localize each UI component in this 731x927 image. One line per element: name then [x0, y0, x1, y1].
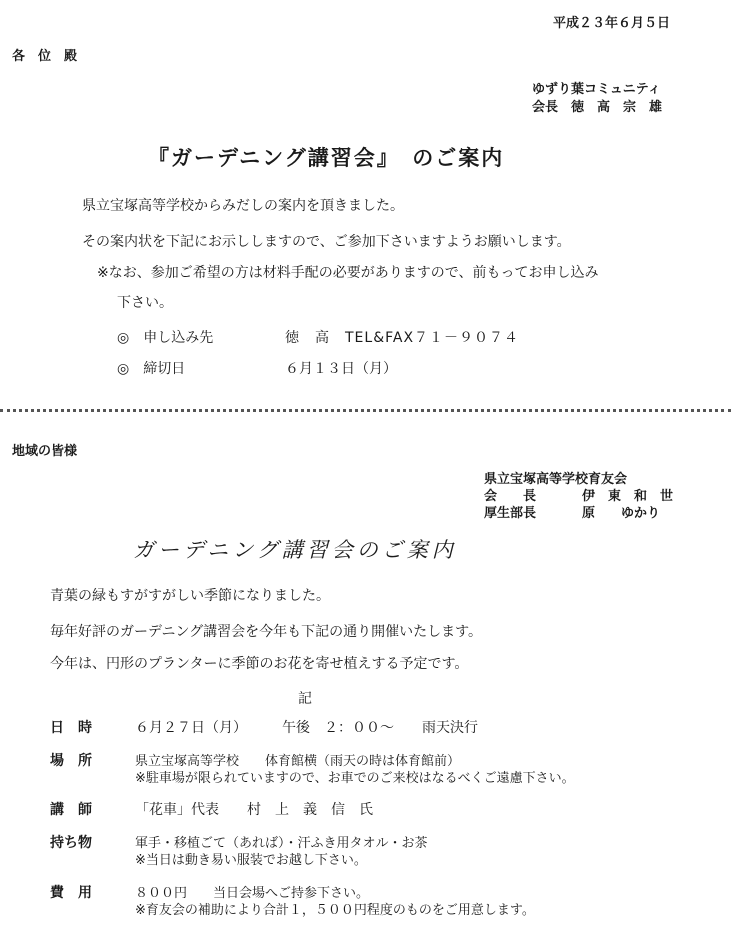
detail-note-place: ※駐車場が限られていますので、お車でのご来校はなるべくご遠慮下さい。: [135, 771, 575, 786]
detail-label-instructor: 講 師: [50, 802, 92, 818]
detail-label-place: 場 所: [50, 753, 92, 769]
detail-value-datetime: ６月２７日（月） 午後 ２：００～ 雨天決行: [135, 720, 478, 736]
notice2-chair-role: 会 長: [484, 489, 537, 504]
detail-value-place: 県立宝塚高等学校 体育館横（雨天の時は体育館前）: [135, 754, 461, 769]
ki-mark: 記: [298, 691, 312, 707]
detail-value-items: 軍手・移植ごて（あれば）・汗ふき用タオル・お茶: [135, 836, 428, 851]
detail-note-items: ※当日は動き易い服装でお越し下さい。: [135, 853, 367, 868]
notice2-recipient: 地域の皆様: [12, 444, 78, 459]
deadline-value: ６月１３日（月）: [285, 361, 397, 377]
sender-name: 会長 徳 高 宗 雄: [532, 100, 663, 115]
detail-value-fee: ８００円 当日会場へご持参下さい。: [135, 886, 370, 901]
notice-body-line: 県立宝塚高等学校からみだしの案内を頂きました。: [82, 198, 404, 214]
detail-label-datetime: 日 時: [50, 720, 92, 736]
deadline-label: ◎ 締切日: [117, 361, 186, 377]
notice2-intro-line: 毎年好評のガーデニング講習会を今年も下記の通り開催いたします。: [50, 624, 483, 640]
detail-label-fee: 費 用: [50, 885, 92, 901]
detail-label-items: 持ち物: [50, 835, 92, 851]
notice-recipient: 各 位 殿: [12, 49, 78, 64]
notice2-intro-line: 今年は、円形のプランターに季節のお花を寄せ植えする予定です。: [50, 656, 469, 672]
notice-title: 『ガーデニング講習会』 のご案内: [148, 146, 505, 170]
sender-org: ゆずり葉コミュニティ: [532, 82, 661, 97]
notice-note-line: 下さい。: [117, 295, 173, 311]
notice2-welfare-name: 原 ゆかり: [582, 506, 661, 521]
notice2-intro-line: 青葉の緑もすがすがしい季節になりました。: [50, 588, 330, 604]
notice2-welfare-role: 厚生部長: [484, 506, 537, 521]
apply-value: 徳 高 TEL&FAX７１－９０７４: [285, 330, 520, 346]
notice-body-line: その案内状を下記にお示ししますので、ご参加下さいますようお願いします。: [82, 234, 571, 250]
notice2-org: 県立宝塚高等学校育友会: [484, 472, 628, 487]
notice2-title: ガーデニング講習会のご案内: [133, 538, 457, 562]
detail-note-fee: ※育友会の補助により合計１，５００円程度のものをご用意します。: [135, 903, 535, 918]
notice-note-line: ※なお、参加ご希望の方は材料手配の必要がありますので、前もってお申し込み: [97, 265, 599, 281]
section-divider: [0, 409, 731, 412]
detail-value-instructor: 「花車」代表 村 上 義 信 氏: [135, 802, 373, 818]
notice2-chair-name: 伊 東 和 世: [582, 489, 674, 504]
notice-date: 平成２３年６月５日: [553, 16, 671, 31]
apply-label: ◎ 申し込み先: [117, 330, 214, 346]
